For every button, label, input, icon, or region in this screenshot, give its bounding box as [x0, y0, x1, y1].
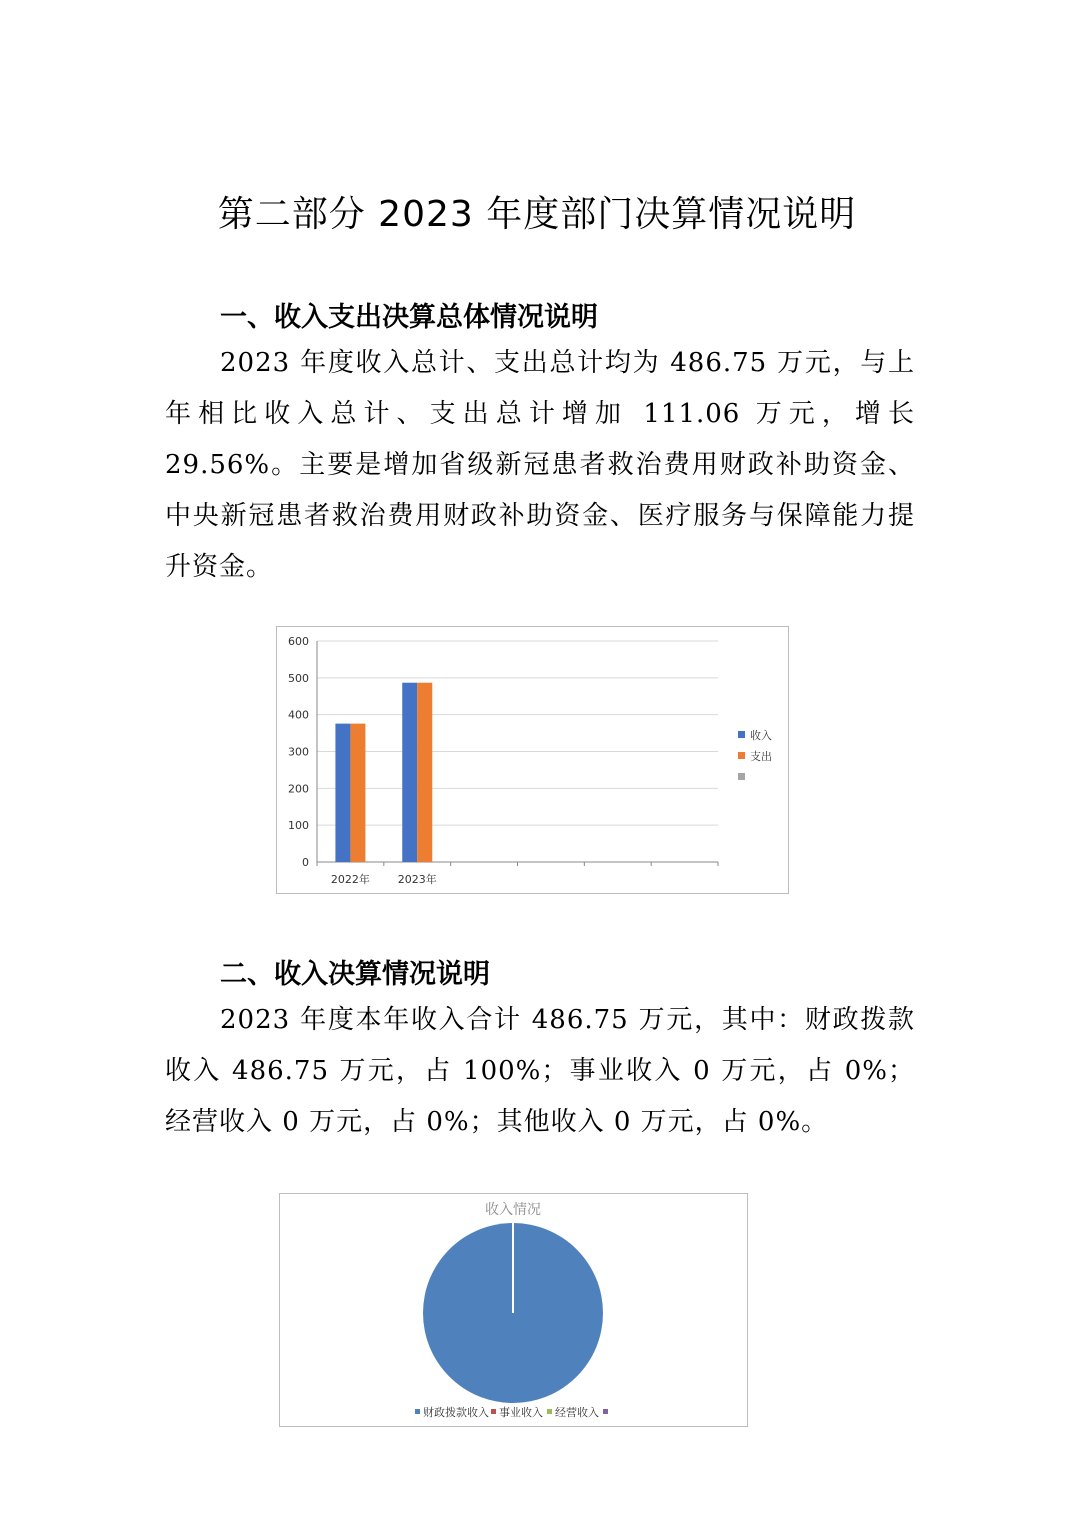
x-tick-label: 2023年	[397, 873, 437, 886]
bar-income	[335, 724, 350, 862]
legend-swatch	[738, 773, 745, 780]
bar-expense	[350, 724, 365, 862]
bar-chart-svg	[277, 627, 788, 893]
y-tick-label: 0	[302, 856, 309, 869]
y-tick-label: 300	[288, 745, 309, 759]
legend-label: 支出	[750, 750, 772, 763]
y-tick-label: 400	[288, 708, 309, 722]
pie-chart	[279, 1193, 748, 1427]
pie-legend-swatch	[547, 1409, 552, 1414]
bar-expense	[417, 683, 432, 862]
y-tick-label: 600	[288, 635, 309, 648]
pie-legend-swatch	[491, 1409, 496, 1414]
pie-legend-label: 事业收入	[499, 1406, 543, 1419]
pie-legend-swatch	[603, 1409, 608, 1414]
y-tick-label: 200	[288, 782, 309, 796]
bar-chart	[276, 626, 789, 894]
document-title: 第二部分 2023 年度部门决算情况说明	[217, 194, 857, 235]
pie-title: 收入情况	[485, 1202, 541, 1218]
legend-label: 收入	[750, 729, 772, 742]
legend-swatch	[738, 731, 745, 738]
bar-income	[402, 683, 417, 862]
section1-heading: 一、收入支出决算总体情况说明	[220, 302, 598, 333]
legend-swatch	[738, 752, 745, 759]
section2-body: 2023 年度本年收入合计 486.75 万元，其中：财政拨款收入 486.75 万元，占 100%；事业收入 0 万元，占 0%；经营收入 0 万元，占 0%；其他收入 0 万元，占 0%。	[165, 1005, 915, 1137]
x-tick-label: 2022年	[330, 873, 370, 886]
y-tick-label: 500	[288, 671, 309, 685]
section1-body: 2023 年度收入总计、支出总计均为 486.75 万元，与上年相比收入总计、支出总计增加 111.06 万元，增长 29.56%。主要是增加省级新冠患者救治费用财政补助资金、中央新冠患者救治费用财政补助资金、医疗服务与保障能力提升资金。	[165, 348, 915, 582]
section2-heading: 二、收入决算情况说明	[220, 959, 490, 990]
pie-legend-label: 经营收入	[555, 1406, 599, 1419]
y-tick-label: 100	[288, 819, 309, 833]
pie-legend-label: 财政拨款收入	[423, 1406, 489, 1419]
pie-legend-swatch	[415, 1409, 420, 1414]
pie-chart-svg	[280, 1194, 747, 1426]
